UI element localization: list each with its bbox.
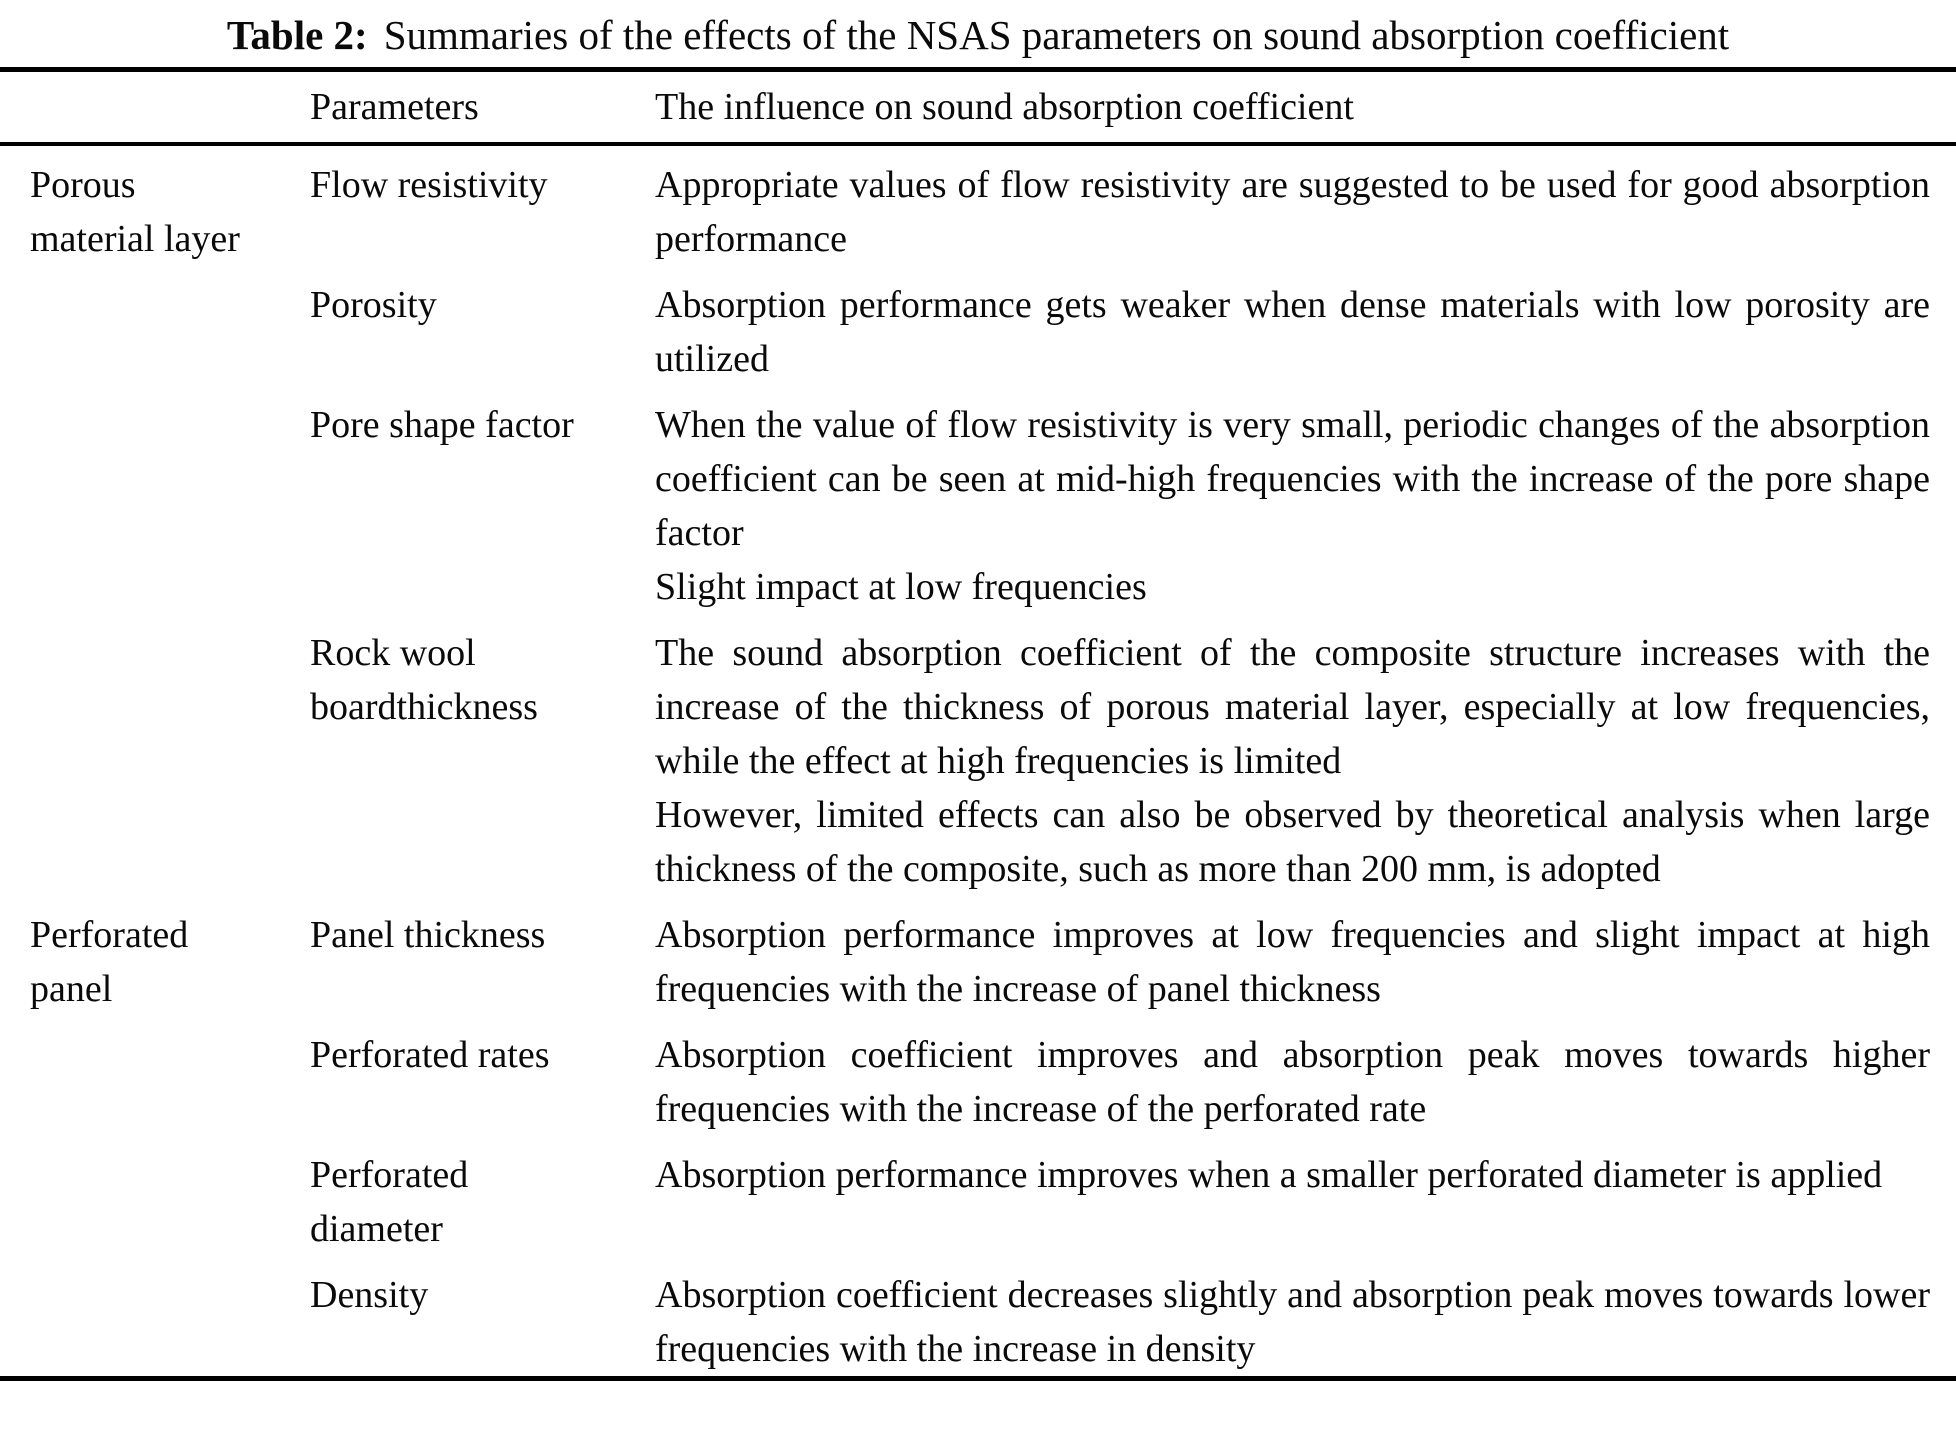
influence-cell (655, 1028, 1930, 1136)
parameter-label: Perforated diameter (310, 1154, 469, 1250)
influence-paragraph: Slight impact at low frequencies (655, 566, 1147, 608)
influence-cell (655, 1268, 1930, 1376)
parameter-label: Panel thickness (310, 914, 546, 956)
table-row (0, 1136, 1956, 1256)
group-label-cell (30, 278, 310, 386)
influence-paragraph: Appropriate values of flow resistivity are suggested to be used for good absorption performance (655, 164, 1930, 260)
parameter-cell (310, 158, 655, 266)
table-row (0, 1256, 1956, 1376)
table-row (0, 1016, 1956, 1136)
influence-cell (655, 908, 1930, 1016)
group-label-cell (30, 626, 310, 896)
table-caption (0, 8, 1956, 62)
influence-paragraph: When the value of flow resistivity is very small, periodic changes of the absorption coefficient can be seen at mid-high frequencies with the increase of the pore shape factor (655, 404, 1930, 554)
group-label-cell (30, 1268, 310, 1376)
group-label-cell (30, 1148, 310, 1256)
table-header-row (0, 72, 1956, 142)
header-group-cell (30, 80, 310, 134)
parameter-cell (310, 278, 655, 386)
influence-paragraph: Absorption performance improves when a smaller perforated diameter is applied (655, 1154, 1883, 1196)
influence-cell (655, 278, 1930, 386)
table-caption-label: Table 2: (226, 12, 368, 58)
table-row (0, 614, 1956, 896)
group-label-cell (30, 398, 310, 614)
parameter-label: Flow resistivity (310, 164, 548, 206)
table-row (0, 266, 1956, 386)
influence-cell (655, 158, 1930, 266)
influence-cell (655, 398, 1930, 614)
parameter-cell (310, 398, 655, 614)
parameter-label: Porosity (310, 284, 437, 326)
influence-cell (655, 1148, 1930, 1256)
table-row (0, 386, 1956, 614)
parameter-cell (310, 908, 655, 1016)
parameter-cell (310, 1028, 655, 1136)
parameter-label: Rock wool boardthickness (310, 632, 538, 728)
influence-paragraph: Absorption coefficient decreases slightly and absorption peak moves towards lower frequencies with the increase in density (655, 1274, 1930, 1370)
parameter-cell (310, 1268, 655, 1376)
influence-paragraph: Absorption performance gets weaker when dense materials with low porosity are utilized (655, 284, 1930, 380)
parameter-label: Perforated rates (310, 1034, 550, 1076)
influence-paragraph: Absorption coefficient improves and absorption peak moves towards higher frequencies with the increase of the perforated rate (655, 1034, 1930, 1130)
parameter-label: Density (310, 1274, 429, 1316)
header-parameters-cell: Parameters (310, 86, 479, 128)
table-body (0, 146, 1956, 1376)
parameter-cell (310, 626, 655, 896)
header-influence-cell: The influence on sound absorption coefficient (655, 86, 1354, 128)
influence-cell (655, 626, 1930, 896)
table-row (0, 146, 1956, 266)
influence-paragraph: Absorption performance improves at low frequencies and slight impact at high frequencies with the increase of panel thickness (655, 914, 1930, 1010)
group-label-cell (30, 908, 310, 1016)
group-label-cell (30, 158, 310, 266)
parameter-cell (310, 1148, 655, 1256)
table-caption-text: Summaries of the effects of the NSAS parameters on sound absorption coefficient (383, 12, 1730, 58)
group-label: Porous material layer (30, 164, 240, 260)
influence-paragraph: The sound absorption coefficient of the composite structure increases with the increase of the thickness of porous material layer, especially at low frequencies, while the effect at high frequencies is limited (655, 632, 1930, 782)
group-label-cell (30, 1028, 310, 1136)
table-row (0, 896, 1956, 1016)
parameter-label: Pore shape factor (310, 404, 574, 446)
influence-paragraph: However, limited effects can also be observed by theoretical analysis when large thickness of the composite, such as more than 200 mm, is adopted (655, 794, 1930, 890)
group-label: Perforated panel (30, 914, 189, 1010)
table-bottom-rule (0, 1376, 1956, 1381)
